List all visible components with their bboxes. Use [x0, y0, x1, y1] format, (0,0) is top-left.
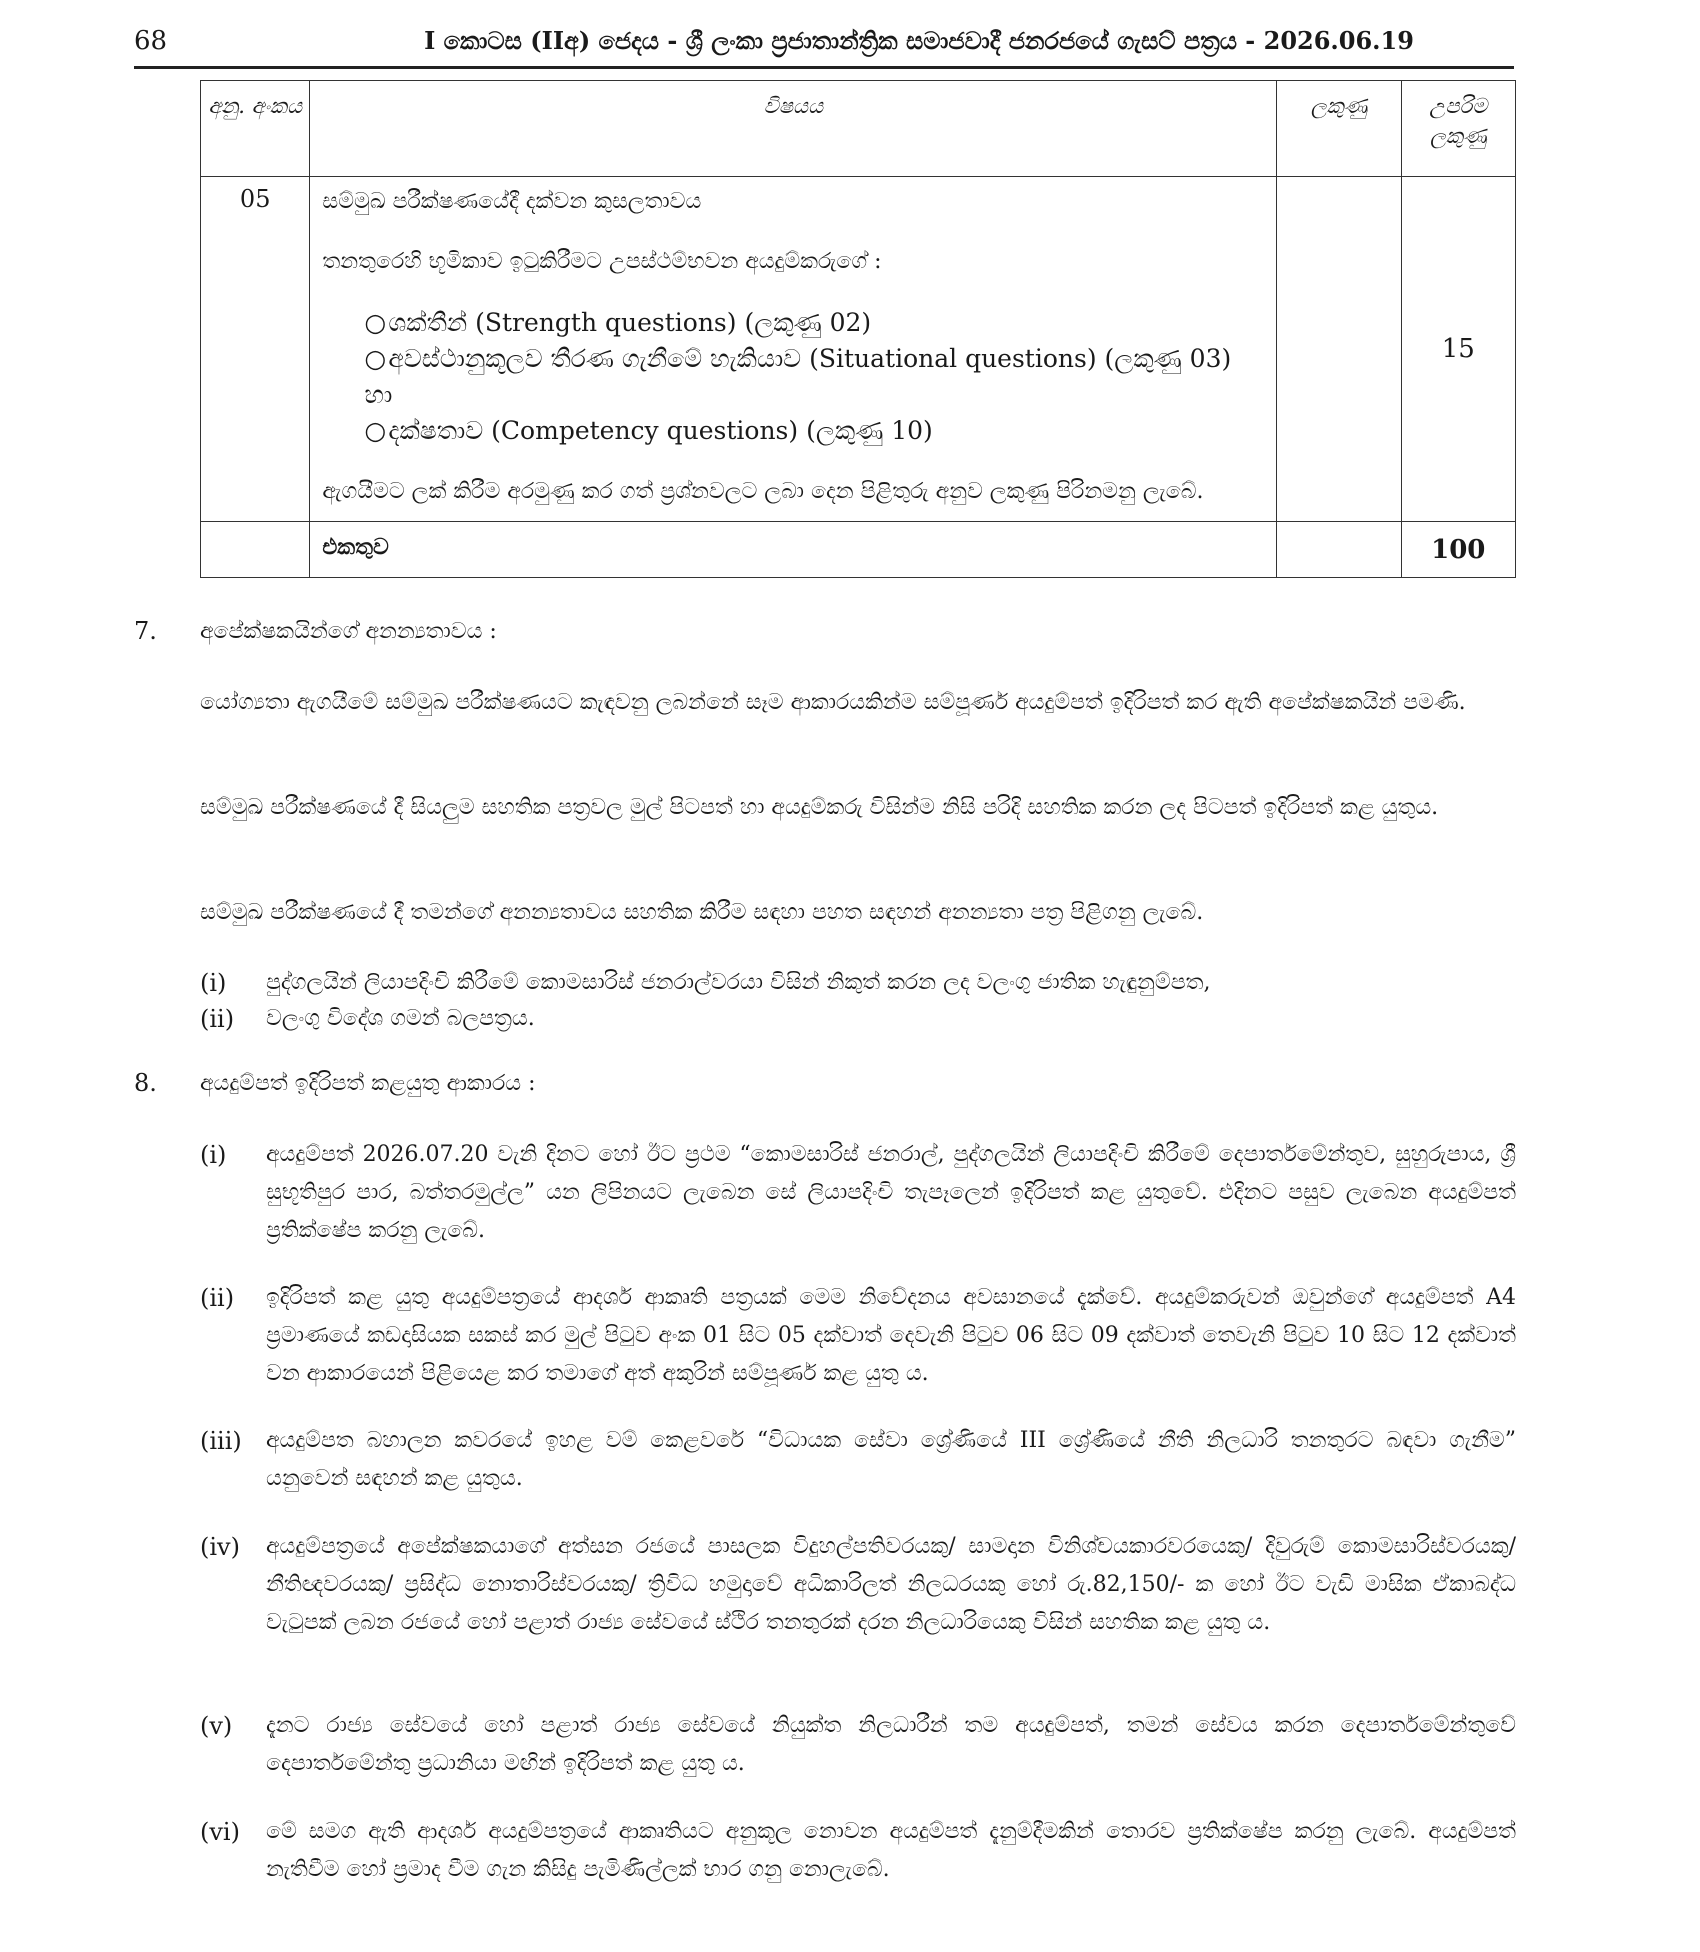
list-item	[200, 1528, 1516, 1642]
section-7-paragraph-2: සම්මුඛ පරීක්ෂණයේ දී සියලුම සහතික පත්‍රවල මුල් පිටපත් හා අයදුම්කරු විසින්ම නිසි පරිදි සහතික කරන ලද පිටපත් ඉදිරිපත් කළ යුතුය.	[200, 795, 1439, 820]
question-type-list	[322, 305, 1264, 449]
list-item	[200, 1000, 1516, 1038]
item-text: ඉදිරිපත් කළ යුතු අයදුම්පත්‍රයේ ආදර්ශ ආකෘති පත්‍රයක් මෙම නිවේදනය අවසානයේ දැක්වේ. අයදුම්කරුවන් ඔවුන්ගේ අයදුම්පත් A4 ප්‍රමාණයේ කඩදාසියක සකස් කර මුල් පිටුව අංක 01 සිට 05 දක්වාත් දෙවැනි පිටුව 06 සිට 09 දක්වාත් තෙවැනි පිටුව 10 සිට 12 දක්වාත් වන ආකාරයෙන් පිළියෙළ කර තමාගේ අත් අකුරින් සම්පූර්ණ කළ යුතු ය.	[266, 1285, 1516, 1386]
item-text: අයදුම්පත බහාලන කවරයේ ඉහළ වම් කෙළවරේ “විධායක සේවා ශ්‍රේණියේ III ශ්‍රේණියේ නීති නිලධාරි තනතුරට බඳවා ගැනීම” යනුවෙන් සඳහන් කළ යුතුය.	[266, 1428, 1516, 1491]
item-label: (ii)	[200, 1284, 235, 1312]
list-item	[200, 1279, 1516, 1393]
header-max-marks: උපරිම ලකුණු	[1401, 81, 1516, 177]
item-label: (iii)	[200, 1427, 242, 1455]
item-text: දැනට රාජ්‍ය සේවයේ හෝ පළාත් රාජ්‍ය සේවයේ නියුක්ත නිලධාරීන් තම අයදුම්පත්, තමන් සේවය කරන දෙපාර්තමේන්තුවේ දෙපාර්තමේන්තු ප්‍රධානියා මඟින් ඉදිරිපත් කළ යුතු ය.	[266, 1713, 1517, 1776]
row-subject-title: සම්මුඛ පරීක්ෂණයේදී දක්වන කුසලතාවය	[322, 189, 702, 214]
section-7-number: 7.	[134, 617, 157, 645]
item-text: වලංගු විදේශ ගමන් බලපත්‍රය.	[266, 1006, 535, 1031]
list-item	[200, 1707, 1516, 1783]
circle-bullet-icon: ○	[364, 308, 387, 337]
row-marks-cell	[1277, 177, 1401, 522]
section-7-paragraph-3: සම්මුඛ පරීක්ෂණයේ දී තමන්ගේ අනන්‍යතාවය සහතික කිරීම සඳහා පහත සඳහන් අනන්‍යතා පත්‍ර පිළිගනු ලැබේ.	[200, 900, 1204, 925]
circle-bullet-icon: ○	[364, 416, 387, 445]
item-label: (i)	[200, 1141, 227, 1169]
item-label: (v)	[200, 1712, 233, 1740]
item-text: පුද්ගලයින් ලියාපදිංචි කිරීමේ කොමසාරිස් ජනරාල්වරයා විසින් නිකුත් කරන ලද වලංගු ජාතික හැඳුනුම්පත,	[266, 970, 1211, 995]
row-max-marks: 15	[1401, 177, 1516, 522]
item-label: (i)	[200, 969, 227, 997]
page-number: 68	[134, 26, 168, 56]
total-label: එකතුව	[310, 522, 1277, 578]
header-serial-number: අනු. අංකය	[201, 81, 310, 177]
total-empty-cell	[201, 522, 310, 578]
section-7-paragraph-1: යෝග්‍යතා ඇගයීමේ සම්මුඛ පරීක්ෂණයට කැඳවනු ලබන්නේ සෑම ආකාරයකින්ම සම්පූර්ණ අයදුම්පත් ඉදිරිපත් කර ඇති අපේක්ෂකයින් පමණි.	[200, 690, 1466, 715]
row-serial-number: 05	[201, 177, 310, 522]
table-header-row	[201, 81, 1516, 177]
item-label: (vi)	[200, 1818, 240, 1846]
list-item: ○අවස්ථානුකූලව තීරණ ගැනීමේ හැකියාව (Situational questions) (ලකුණු 03) හා	[364, 341, 1264, 413]
list-item	[200, 964, 1516, 1002]
list-item	[200, 1813, 1516, 1889]
section-7-title: අපේක්ෂකයින්ගේ අනන්‍යතාවය :	[200, 619, 497, 644]
list-item	[200, 1422, 1516, 1498]
item-text: අයදුම්පත්‍රයේ අපේක්ෂකයාගේ අත්සන රජයේ පාසලක විදුහල්පතිවරයකු/ සාමදාන විනිශ්චයකාරවරයෙකු/ දිවුරුම් කොමසාරිස්වරයකු/ නීතිඥවරයකු/ ප්‍රසිද්ධ නොතාරිස්වරයකු/ ත්‍රිවිධ හමුදාවේ අධිකාරිලත් නිලධරයකු හෝ රු.82,150/- ක හෝ ඊට වැඩි මාසික ඒකාබද්ධ වැටුපක් ලබන රජයේ හෝ පළාත් රාජ්‍ය සේවයේ ස්ථිර තනතුරක් දරන නිලධාරියෙකු විසින් සහතික කළ යුතු ය.	[266, 1534, 1516, 1635]
item-label: (iv)	[200, 1533, 240, 1561]
item-text: මේ සමග ඇති ආදර්ශ අයදුම්පත්‍රයේ ආකෘතියට අනුකූල නොවන අයදුම්පත් දැනුම්දීමකින් තොරව ප්‍රතික්ෂේප කරනු ලැබේ. අයදුම්පත් නැතිවීම හෝ ප්‍රමාද වීම ගැන කිසිදු පැමිණිල්ලක් භාර ගනු නොලැබේ.	[266, 1819, 1516, 1882]
row-subject-intro: තනතුරෙහි භූමිකාව ඉටුකිරීමට උපස්ථම්භවන අයදුම්කරුගේ :	[322, 249, 882, 274]
total-value: 100	[1401, 522, 1516, 578]
marks-table	[200, 80, 1516, 578]
list-item: ○ශක්තීන් (Strength questions) (ලකුණු 02)	[364, 305, 1264, 341]
circle-bullet-icon: ○	[364, 344, 387, 373]
header-marks: ලකුණු	[1277, 81, 1401, 177]
list-item	[200, 1136, 1516, 1250]
total-row	[201, 522, 1516, 578]
row-subject-note: ඇගයීමට ලක් කිරීම අරමුණු කර ගත් ප්‍රශ්නවලට ලබා දෙන පිළිතුරු අනුව ලකුණු පිරිනමනු ලැබේ.	[322, 479, 1204, 504]
table-row	[201, 177, 1516, 522]
page-header	[134, 22, 1514, 69]
section-8-title: අයදුම්පත් ඉදිරිපත් කළයුතු ආකාරය :	[200, 1071, 536, 1096]
row-subject-cell	[310, 177, 1277, 522]
list-item: ○දක්ෂතාව (Competency questions) (ලකුණු 10)	[364, 413, 1264, 449]
total-marks-cell	[1277, 522, 1401, 578]
header-subject: විෂයය	[310, 81, 1277, 177]
item-label: (ii)	[200, 1005, 235, 1033]
gazette-title: I කොටස (IIඅ) ජෙදය - ශ්‍රී ලංකා ප්‍රජාතාන්ත්‍රික සමාජවාදී ජනරජයේ ගැසට් පත්‍රය - 2026.06.19	[424, 26, 1414, 55]
item-text: අයදුම්පත් 2026.07.20 වැනි දිනට හෝ ඊට ප්‍රථම “කොමසාරිස් ජනරාල්, පුද්ගලයින් ලියාපදිංචි කිරීමේ දෙපාර්තමේන්තුව, සුහුරුපාය, ශ්‍රී සුභූතිපුර පාර, බත්තරමුල්ල” යන ලිපිනයට ලැබෙන සේ ලියාපදිංචි තැපෑලෙන් ඉදිරිපත් කළ යුතුවේ. එදිනට පසුව ලැබෙන අයදුම්පත් ප්‍රතික්ෂේප කරනු ලැබේ.	[266, 1142, 1516, 1243]
section-8-number: 8.	[134, 1069, 157, 1097]
